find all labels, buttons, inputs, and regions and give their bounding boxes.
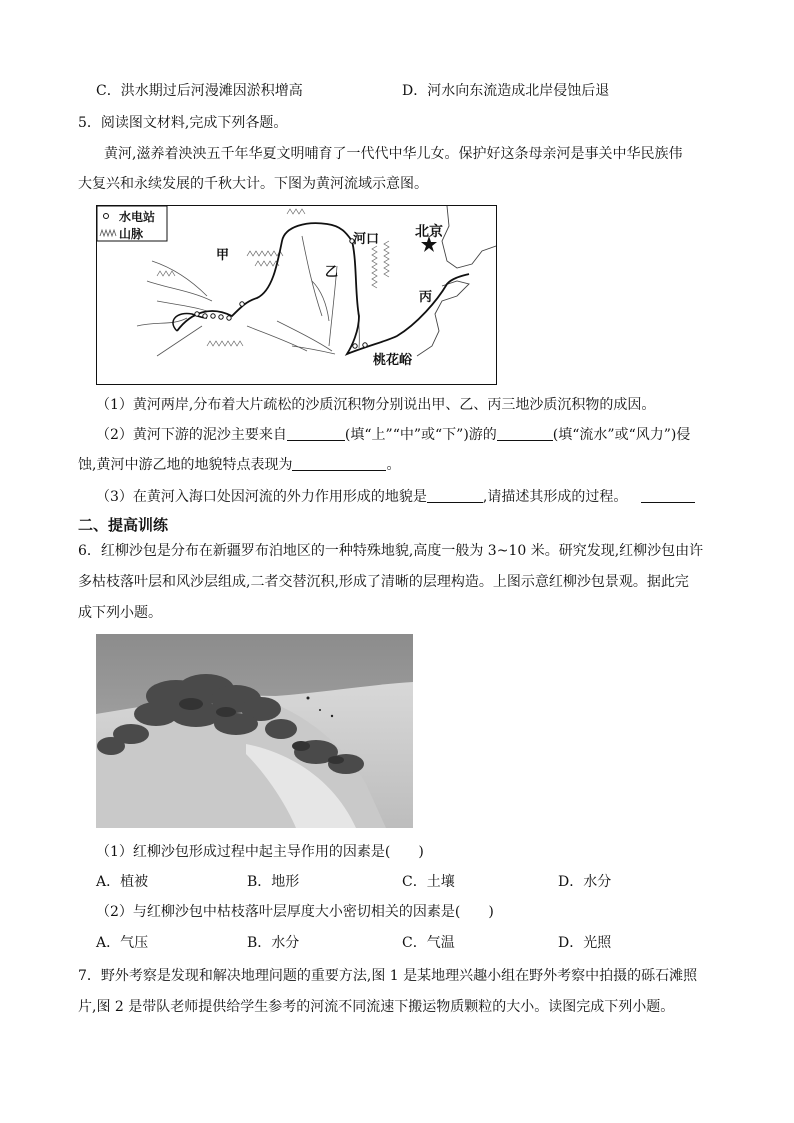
q6-line3: 成下列小题。 (78, 605, 162, 621)
answer-blank-1[interactable] (287, 426, 345, 441)
q5-sub3 (96, 487, 695, 507)
q5-sub2-text-a: （2）黄河下游的泥沙主要来自 (96, 427, 287, 443)
q5-sub3-text-b: ,请描述其形成的过程。 (482, 489, 628, 505)
label-yi: 乙 (325, 265, 339, 280)
red-willow-photo (96, 634, 413, 828)
label-hekou: 河口 (353, 232, 380, 247)
option-c: C．洪水期过后河漫滩因淤积增高 (96, 83, 303, 99)
answer-blank-5[interactable] (641, 488, 695, 503)
q6-line1: 6．红柳沙包是分布在新疆罗布泊地区的一种特殊地貌,高度一般为 3~10 米。研究发现,红柳沙包由许 (78, 543, 704, 559)
label-beijing: 北京 (415, 224, 443, 240)
label-taohuayu: 桃花峪 (373, 353, 413, 368)
q5-para-line1: 黄河,滋养着泱泱五千年华夏文明哺育了一代代中华儿女。保护好这条母亲河是事关中华民族伟 (104, 146, 683, 162)
option-d: D．河水向东流造成北岸侵蚀后退 (402, 83, 610, 99)
answer-blank-2[interactable] (497, 426, 553, 441)
legend-station-icon (104, 214, 109, 219)
q5-sub2-line1 (96, 425, 690, 445)
answer-blank-3[interactable] (292, 456, 386, 471)
q6-sub2: （2）与红柳沙包中枯枝落叶层厚度大小密切相关的因素是( ) (96, 904, 494, 920)
answer-blank-4[interactable] (427, 488, 483, 503)
q6-sub2-option-c[interactable]: C．气温 (402, 935, 455, 951)
q6-line2: 多枯枝落叶层和风沙层组成,二者交替沉积,形成了清晰的层理构造。上图示意红柳沙包景观。据此完 (78, 574, 689, 590)
q5-sub3-text-a: （3）在黄河入海口处因河流的外力作用形成的地貌是 (96, 489, 427, 505)
section-title: 二、提高训练 (78, 516, 169, 534)
legend-mountain-label: 山脉 (119, 227, 144, 241)
q6-sub1-option-a[interactable]: A．植被 (96, 874, 149, 890)
q7-line2: 片,图 2 是带队老师提供给学生参考的河流不同流速下搬运物质颗粒的大小。读图完成下列小题。 (78, 999, 675, 1015)
photo-drawing (96, 634, 413, 828)
q5-sub1: （1）黄河两岸,分布着大片疏松的沙质沉积物分别说出甲、乙、丙三地沙质沉积物的成因。 (96, 397, 656, 413)
q6-sub1-option-d[interactable]: D．水分 (558, 874, 612, 890)
q5-sub2-text-b: (填“上”“中”或“下”)游的 (344, 427, 497, 443)
q5-para-line2: 大复兴和永续发展的千秋大计。下图为黄河流域示意图。 (78, 176, 428, 192)
q5-sub2-text-d: 蚀,黄河中游乙地的地貌特点表现为 (78, 457, 293, 473)
q7-line1: 7．野外考察是发现和解决地理问题的重要方法,图 1 是某地理兴趣小组在野外考察中拍摄的砾石滩照 (78, 968, 698, 984)
label-bing: 丙 (419, 290, 433, 305)
q6-sub2-option-a[interactable]: A．气压 (96, 935, 149, 951)
q6-sub2-option-d[interactable]: D．光照 (558, 935, 612, 951)
q5-sub2-text-c: (填“流水”或“风力”)侵 (552, 427, 691, 443)
coastline (442, 206, 496, 268)
legend-station-label: 水电站 (119, 210, 156, 224)
q6-sub1: （1）红柳沙包形成过程中起主导作用的因素是( ) (96, 844, 424, 860)
q5-stem: 5．阅读图文材料,完成下列各题。 (78, 115, 288, 131)
q6-sub1-option-b[interactable]: B．地形 (247, 874, 300, 890)
q5-sub2-text-e: 。 (386, 457, 401, 473)
q6-sub1-option-c[interactable]: C．土壤 (402, 874, 455, 890)
q5-sub2-line2 (78, 455, 400, 475)
q6-sub2-option-b[interactable]: B．水分 (247, 935, 300, 951)
label-jia: 甲 (216, 248, 230, 263)
yellow-river-map (96, 205, 497, 385)
